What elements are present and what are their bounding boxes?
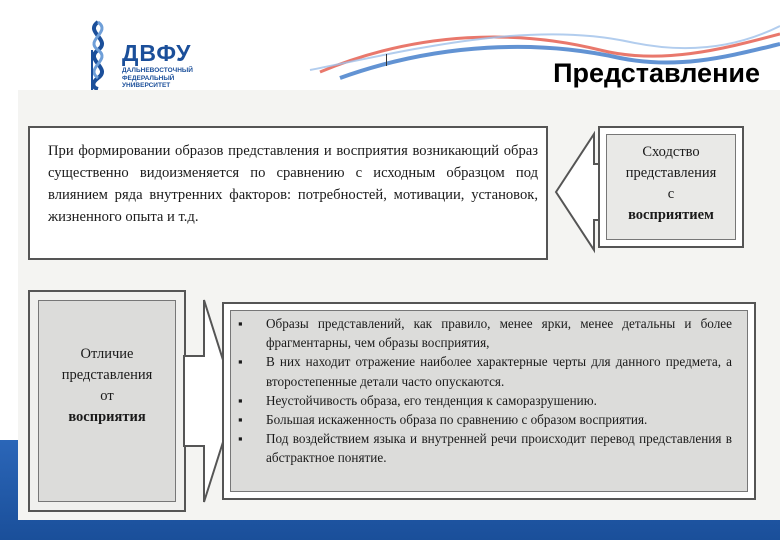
similarity-line: с [667, 186, 675, 202]
differences-list [236, 314, 732, 468]
difference-line: представления [61, 367, 153, 383]
difference-line: Отличие [80, 346, 134, 362]
comparison-figure [18, 90, 780, 520]
list-item: ▪ Под воздействием языка и внутренней речи происходит перевод представления в абстрактное понятие. [236, 429, 732, 467]
similarity-bold-line: восприятием [628, 207, 714, 223]
logo-subtitle-line: ФЕДЕРАЛЬНЫЙ [122, 74, 175, 82]
similarity-line: представления [625, 165, 717, 181]
page-title: Представление [553, 58, 760, 88]
similarity-line: Сходство [642, 144, 700, 160]
differences-list-box [222, 302, 756, 500]
list-item: ▪ Неустойчивость образа, его тенденция к саморазрушению. [236, 391, 732, 410]
formation-description-text: При формировании образов представления и восприятия возникающий образ существенно видоизменяется по сравнению с исходным образцом под влиянием ряда внутренних факторов: потребностей, мотивации, установок, жизненного опыта и т.д. [48, 143, 538, 225]
logo-title: ДВФУ [122, 40, 192, 66]
list-item: ▪ Образы представлений, как правило, менее ярки, менее детальны и более фрагментарны, чем образы восприятия, [236, 314, 732, 352]
list-item: ▪ В них находит отражение наиболее характерные черты для данного предмета, а второстепенные детали часто опускаются. [236, 352, 732, 390]
dna-emblem-icon [80, 20, 116, 90]
similarity-text [600, 142, 742, 226]
logo-subtitle-line: УНИВЕРСИТЕТ [122, 82, 171, 90]
difference-bold-line: восприятия [68, 409, 146, 425]
difference-box [28, 290, 186, 512]
logo-subtitle-line: ДАЛЬНЕВОСТОЧНЫЙ [122, 67, 193, 74]
difference-text [30, 344, 184, 428]
formation-description-box [28, 126, 548, 260]
list-item: ▪ Большая искаженность образа по сравнению с образом восприятия. [236, 410, 732, 429]
logo-subtitle [122, 67, 193, 90]
divider-tick [386, 54, 387, 66]
university-logo [80, 16, 230, 96]
difference-line: от [100, 388, 114, 404]
similarity-box [598, 126, 744, 248]
